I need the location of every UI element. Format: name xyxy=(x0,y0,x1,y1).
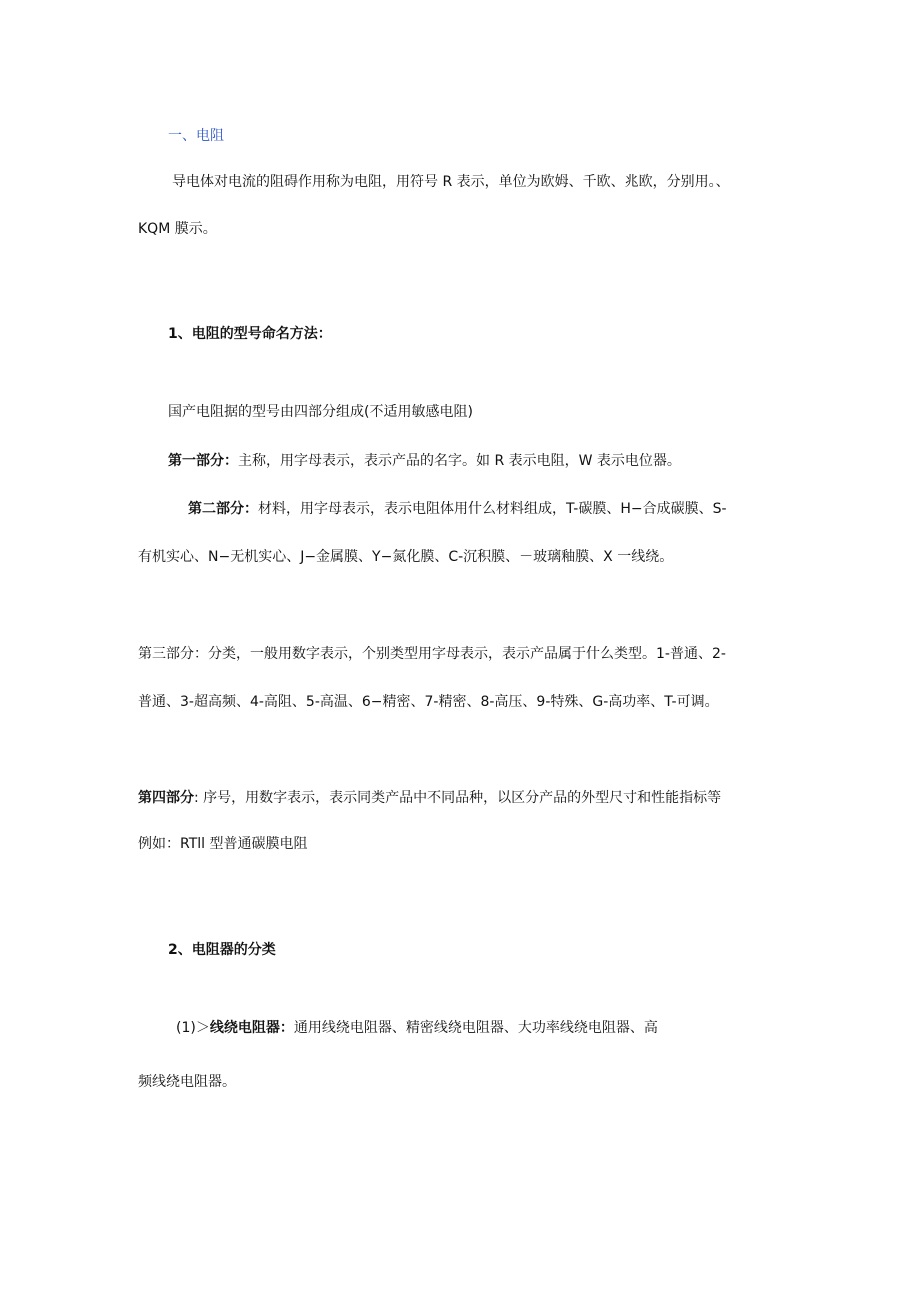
classification-item-1 xyxy=(176,1018,658,1038)
part-three-line-2: 普通、3-超高频、4-高阻、5-高温、6−精密、7-精密、8-高压、9-特殊、G-高功率、T-可调。 xyxy=(138,694,719,710)
part-three-line-1: 第三部分：分类，一般用数字表示，个别类型用字母表示，表示产品属于什么类型。1-普通、2- xyxy=(138,646,726,662)
intro-line-2: KQM 膜示。 xyxy=(138,221,217,237)
part-two-continued: 有机实心、N−无机实心、J−金属膜、Y−氮化膜、C-沉积膜、－玻璃釉膜、X 一线绕。 xyxy=(138,549,674,565)
naming-heading: 1、电阻的型号命名方法： xyxy=(168,326,332,342)
part-one-label: 第一部分： xyxy=(168,453,238,469)
naming-description: 国产电阻据的型号由四部分组成(不适用敏感电阻) xyxy=(168,404,473,420)
example-line: 例如：RTll 型普通碳膜电阻 xyxy=(138,836,308,852)
part-four-text: : 序号，用数字表示，表示同类产品中不同品种，以区分产品的外型尺寸和性能指标等 xyxy=(194,790,722,806)
part-two-text: 材料，用字母表示，表示电阻体用什么材料组成，T-碳膜、H−合成碳膜、S- xyxy=(258,501,727,517)
intro-line-1: 导电体对电流的阻碍作用称为电阻，用符号 R 表示，单位为欧姆、千欧、兆欧，分别用。、 xyxy=(172,174,730,190)
item-1-text: 通用线绕电阻器、精密线绕电阻器、大功率线绕电阻器、高 xyxy=(293,1020,658,1036)
part-one xyxy=(168,451,681,471)
part-four xyxy=(138,788,721,808)
classification-item-1-continued: 频线绕电阻器。 xyxy=(138,1074,236,1090)
part-two-label: 第二部分： xyxy=(188,501,258,517)
part-two xyxy=(188,499,727,519)
item-1-label: 线绕电阻器： xyxy=(209,1020,294,1036)
classification-heading: 2、电阻器的分类 xyxy=(168,942,276,958)
part-one-text: 主称，用字母表示，表示产品的名字。如 R 表示电阻，W 表示电位器。 xyxy=(238,453,681,469)
section-title: 一、电阻 xyxy=(168,128,224,144)
item-1-prefix: (1)＞ xyxy=(176,1020,210,1036)
part-four-label: 第四部分 xyxy=(138,790,194,806)
